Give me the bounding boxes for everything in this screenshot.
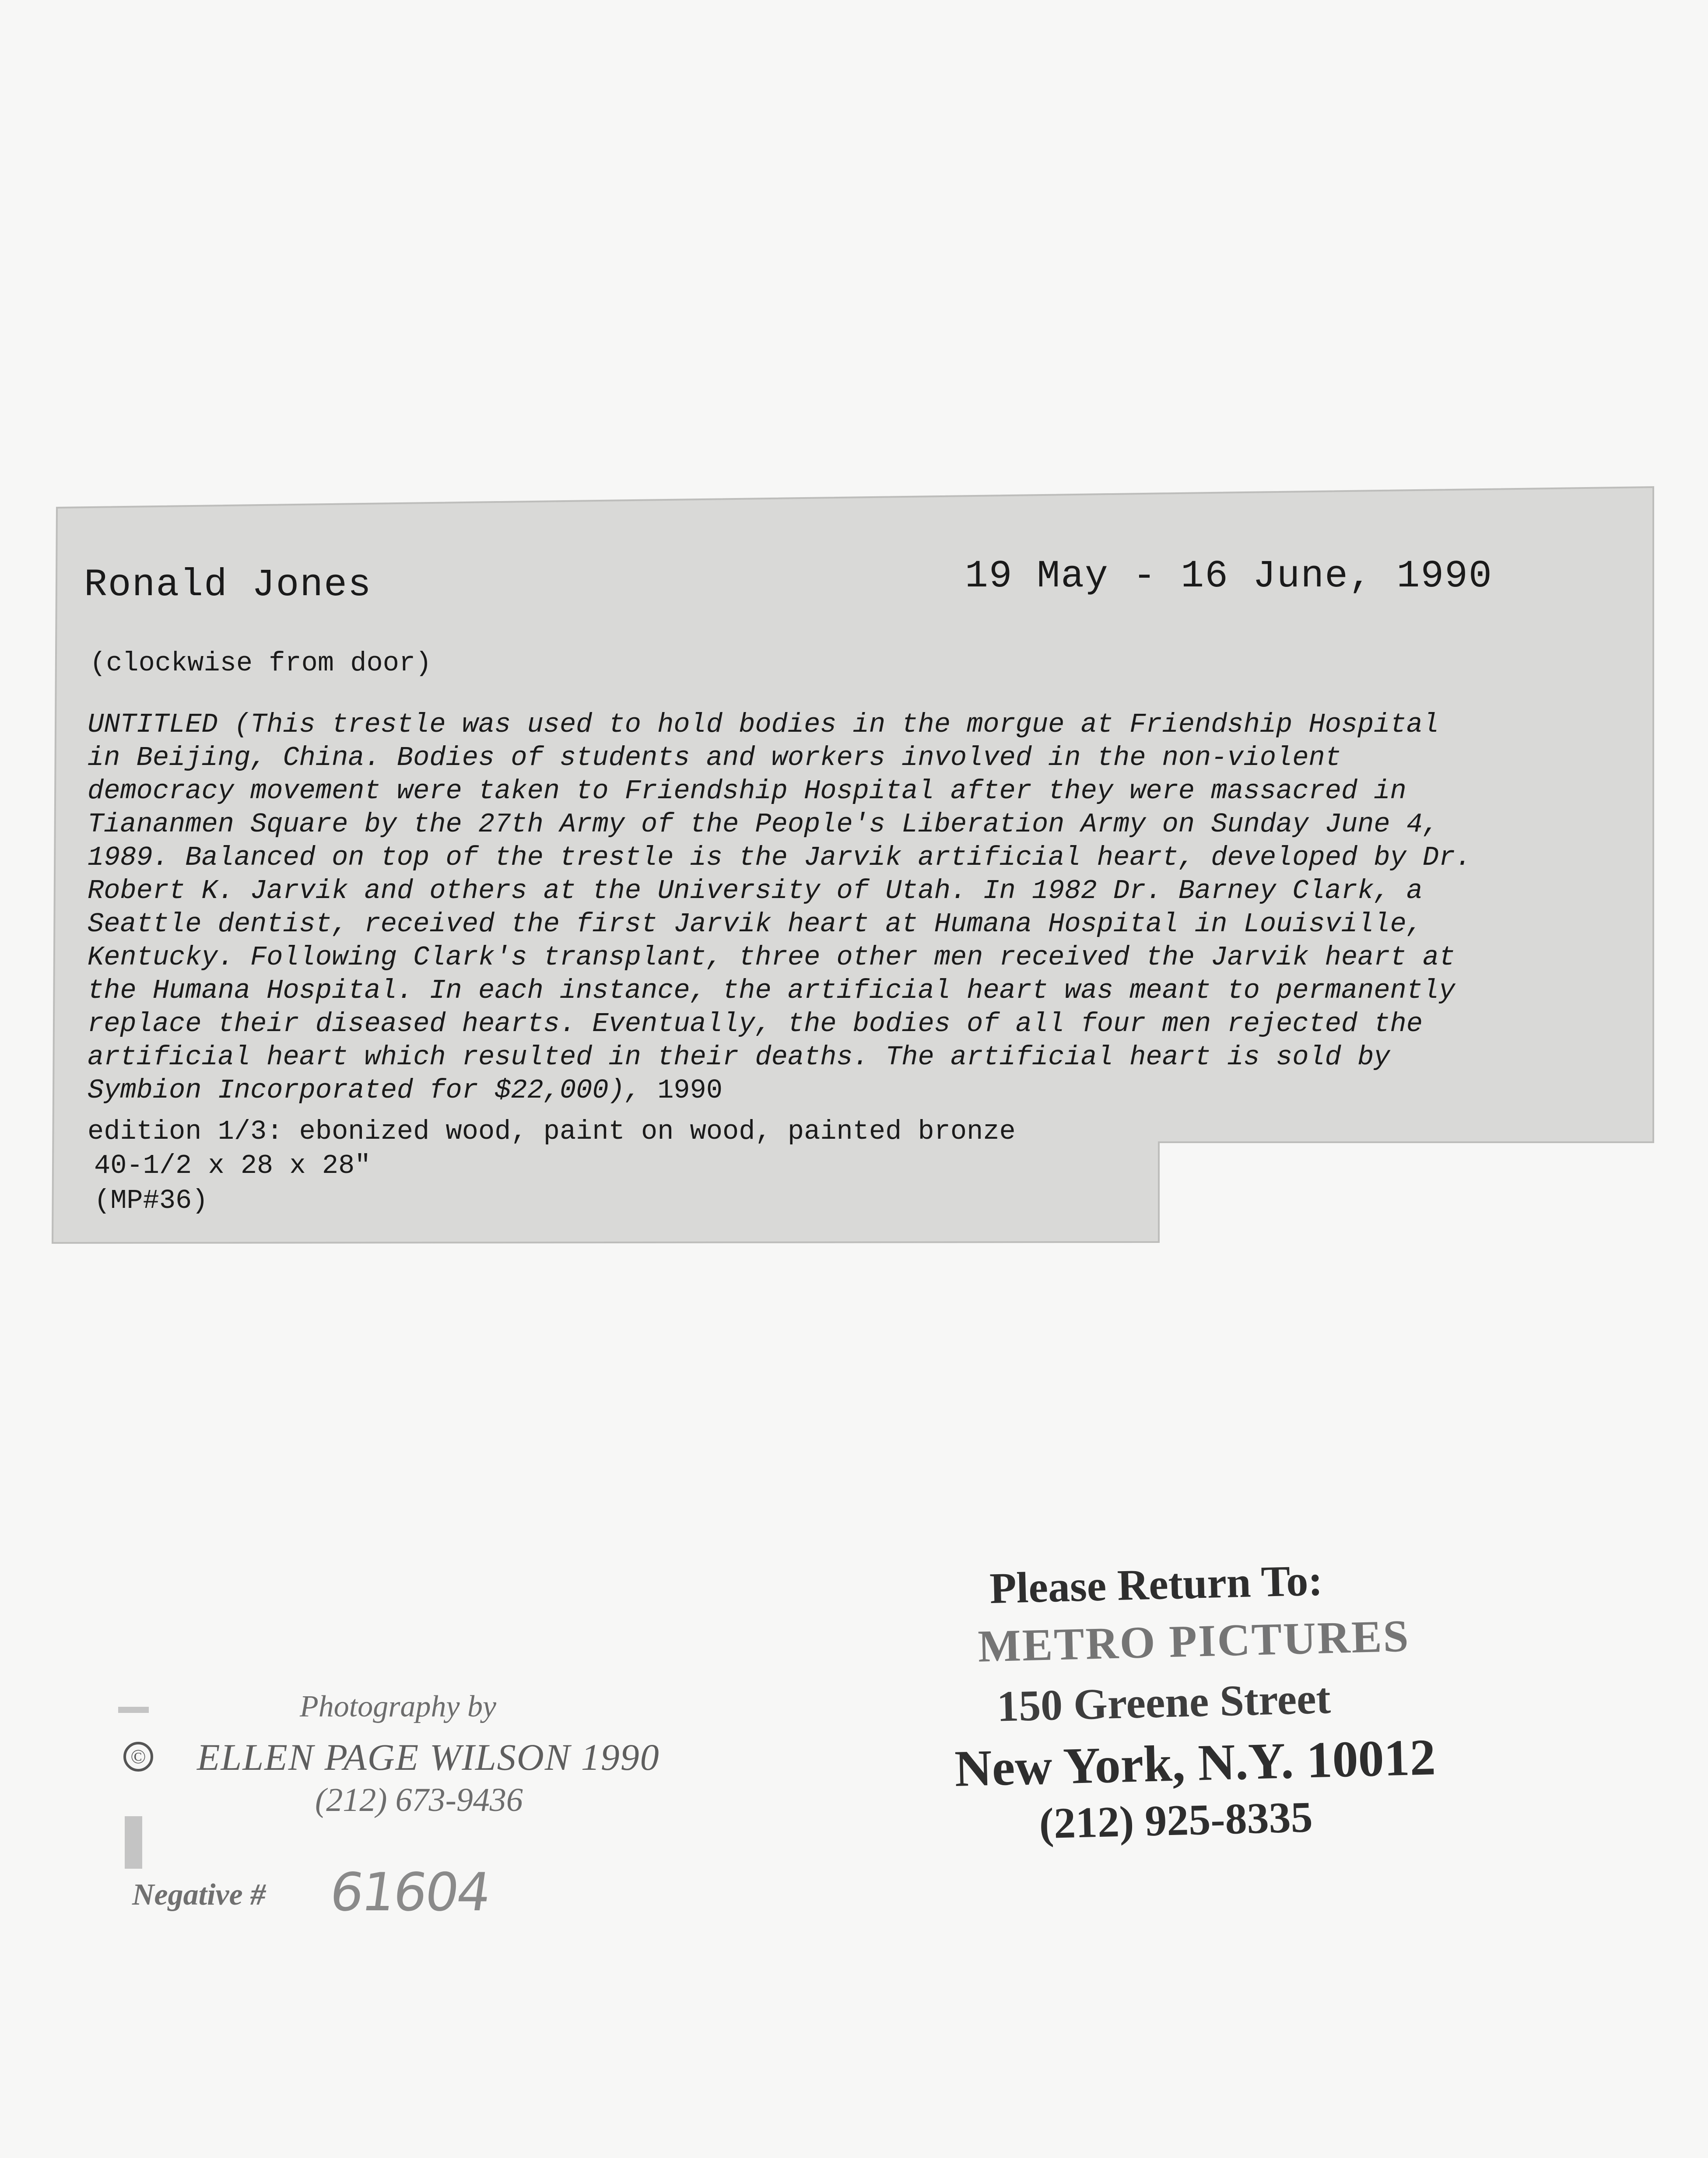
stamp-smudge (118, 1707, 149, 1713)
installation-order: (clockwise from door) (90, 648, 432, 679)
return-stamp-gallery: METRO PICTURES (977, 1611, 1410, 1672)
exhibition-dates: 19 May - 16 June, 1990 (965, 555, 1493, 598)
return-stamp-street: 150 Greene Street (996, 1674, 1331, 1731)
artwork-year: 1990 (641, 1075, 723, 1106)
return-stamp-phone: (212) 925-8335 (1038, 1793, 1313, 1848)
negative-label: Negative # (132, 1878, 266, 1912)
stamp-smudge (125, 1816, 142, 1869)
artwork-dimensions: 40-1/2 x 28 x 28" (94, 1150, 371, 1181)
negative-number-handwritten: 61604 (326, 1862, 493, 1923)
return-stamp-city: New York, N.Y. 10012 (954, 1728, 1437, 1798)
return-stamp-heading: Please Return To: (989, 1556, 1323, 1613)
copyright-icon: © (123, 1742, 153, 1772)
description-text: UNTITLED (This trestle was used to hold bodies in the morgue at Friendship Hospital in Beijing, China. Bodies of students and workers involved in the non-violent democracy movement were taken to Friendship Hospital after they were massacred in Tiananmen Square by the 27th Army of the People's Liberation Army on Sunday June 4, 1989. Balanced on top of the trestle is the Jarvik artificial heart, developed by Dr. Robert K. Jarvik and others at the University of Utah. In 1982 Dr. Barney Clark, a Seattle dentist, received the first Jarvik heart at Humana Hospital in Louisville, Kentucky. Following Clark's transplant, three other men received the Jarvik heart at the Humana Hospital. In each instance, the artificial heart was meant to permanently replace their diseased hearts. Eventually, the bodies of all four men rejected the artificial heart which resulted in their deaths. The artificial heart is sold by Symbion Incorporated for $22,000), (88, 709, 1472, 1106)
photographer-name: ELLEN PAGE WILSON 1990 (197, 1736, 660, 1778)
artist-name: Ronald Jones (84, 564, 372, 607)
catalog-number: (MP#36) (94, 1185, 208, 1216)
artwork-materials: edition 1/3: ebonized wood, paint on wood, painted bronze (88, 1116, 1016, 1147)
photography-by-label: Photography by (300, 1690, 497, 1723)
artwork-description (88, 708, 1645, 1107)
photographer-phone: (212) 673-9436 (315, 1782, 523, 1818)
